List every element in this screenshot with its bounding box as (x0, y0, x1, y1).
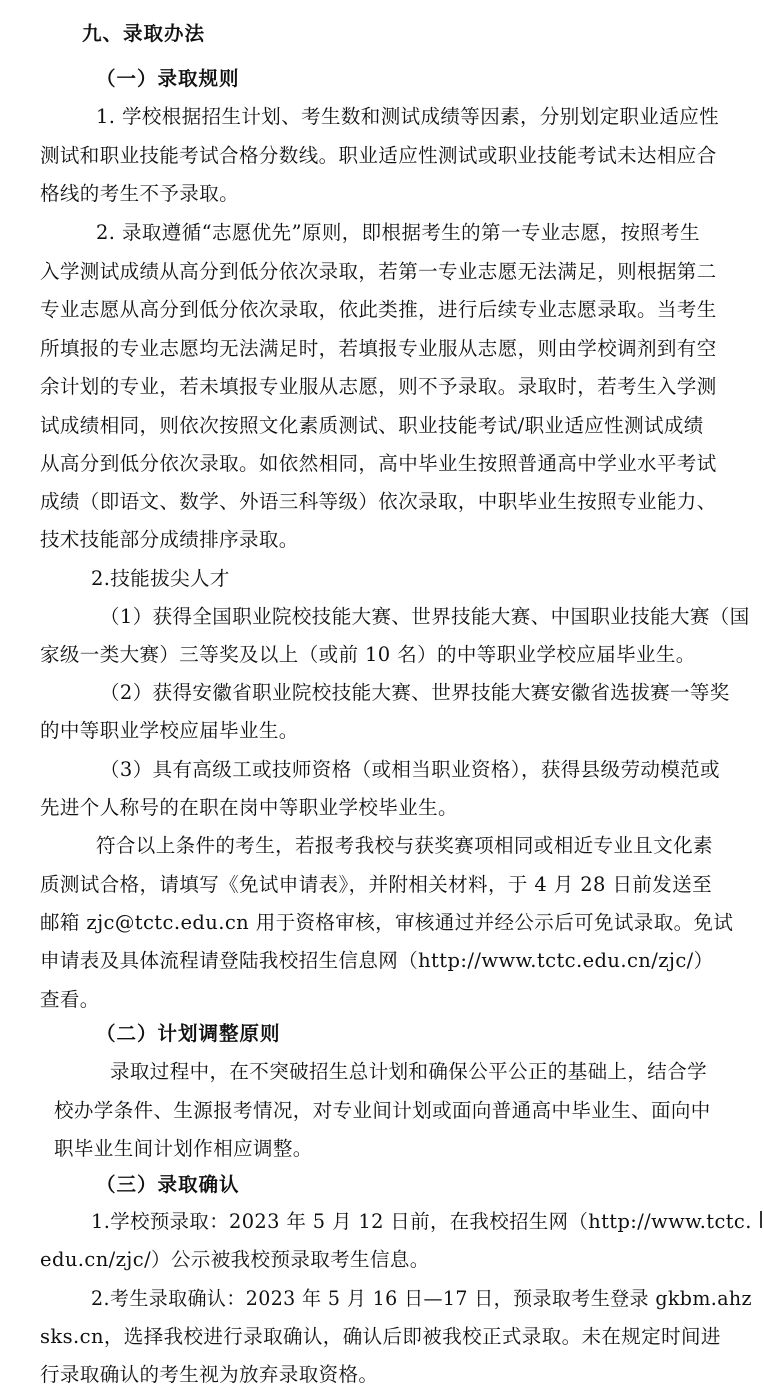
paragraph-line: 邮箱 zjc@tctc.edu.cn 用于资格审核，审核通过并经公示后可免试录取。免试 (40, 911, 734, 934)
paragraph-line: 符合以上条件的考生，若报考我校与获奖赛项相同或相近专业且文化素 (96, 834, 713, 857)
paragraph-line: 职毕业生间计划作相应调整。 (54, 1137, 313, 1160)
rules-heading: （一）录取规则 (96, 67, 240, 90)
paragraph-line: 2.考生录取确认：2023 年 5 月 16 日—17 日，预录取考生登录 gkbm.ahz (91, 1287, 752, 1310)
paragraph-line: 测试和职业技能考试合格分数线。职业适应性测试或职业技能考试未达相应合 (40, 144, 717, 167)
paragraph-line: 的中等职业学校应届毕业生。 (40, 719, 299, 742)
paragraph-line: 行录取确认的考生视为放弃录取资格。 (40, 1363, 379, 1386)
paragraph-line: sks.cn，选择我校进行录取确认，确认后即被我校正式录取。未在规定时间进 (40, 1325, 721, 1348)
paragraph-line: 专业志愿从高分到低分依次录取，依此类推，进行后续专业志愿录取。当考生 (40, 298, 717, 321)
paragraph-line: （3）具有高级工或技师资格（或相当职业资格），获得县级劳动模范或 (100, 758, 720, 781)
paragraph-line: 2.技能拔尖人才 (91, 567, 230, 590)
paragraph-line: 校办学条件、生源报考情况，对专业间计划或面向普通高中毕业生、面向中 (54, 1099, 711, 1122)
paragraph-line: 申请表及具体流程请登陆我校招生信息网（http://www.tctc.edu.cn/zjc/） (40, 949, 714, 972)
plan-heading: （二）计划调整原则 (96, 1022, 281, 1045)
confirm-heading: （三）录取确认 (96, 1173, 240, 1196)
paragraph-line: 余计划的专业，若未填报专业服从志愿，则不予录取。录取时，若考生入学测 (40, 375, 717, 398)
paragraph-line: 2. 录取遵循“志愿优先”原则，即根据考生的第一专业志愿，按照考生 (96, 221, 700, 244)
paragraph-line: 入学测试成绩从高分到低分依次录取，若第一专业志愿无法满足，则根据第二 (40, 260, 717, 283)
paragraph-line: （2）获得安徽省职业院校技能大赛、世界技能大赛安徽省选拔赛一等奖 (100, 681, 730, 704)
paragraph-line: （1）获得全国职业院校技能大赛、世界技能大赛、中国职业技能大赛（国 (100, 605, 750, 628)
paragraph-line: 从高分到低分依次录取。如依然相同，高中毕业生按照普通高中学业水平考试 (40, 452, 717, 475)
paragraph-line: 成绩（即语文、数学、外语三科等级）依次录取，中职毕业生按照专业能力、 (40, 490, 717, 513)
paragraph-line: edu.cn/zjc/）公示被我校预录取考生信息。 (40, 1248, 430, 1271)
page-edge-mark (760, 1211, 762, 1228)
paragraph-line: 录取过程中，在不突破招生总计划和确保公平公正的基础上，结合学 (110, 1060, 708, 1083)
paragraph-line: 先进个人称号的在职在岗中等职业学校毕业生。 (40, 796, 458, 819)
section-title: 九、录取办法 (82, 22, 206, 45)
paragraph-line: 试成绩相同，则依次按照文化素质测试、职业技能考试/职业适应性测试成绩 (40, 414, 704, 437)
paragraph-line: 所填报的专业志愿均无法满足时，若填报专业服从志愿，则由学校调剂到有空 (40, 337, 717, 360)
paragraph-line: 格线的考生不予录取。 (40, 182, 240, 205)
paragraph-line: 1. 学校根据招生计划、考生数和测试成绩等因素，分别划定职业适应性 (96, 105, 720, 128)
paragraph-line: 技术技能部分成绩排序录取。 (40, 528, 299, 551)
paragraph-line: 质测试合格，请填写《免试申请表》，并附相关材料，于 4 月 28 日前发送至 (40, 873, 712, 896)
paragraph-line: 查看。 (40, 988, 100, 1011)
paragraph-line: 1.学校预录取：2023 年 5 月 12 日前，在我校招生网（http://www.tctc. (91, 1210, 752, 1233)
paragraph-line: 家级一类大赛）三等奖及以上（或前 10 名）的中等职业学校应届毕业生。 (40, 643, 696, 666)
